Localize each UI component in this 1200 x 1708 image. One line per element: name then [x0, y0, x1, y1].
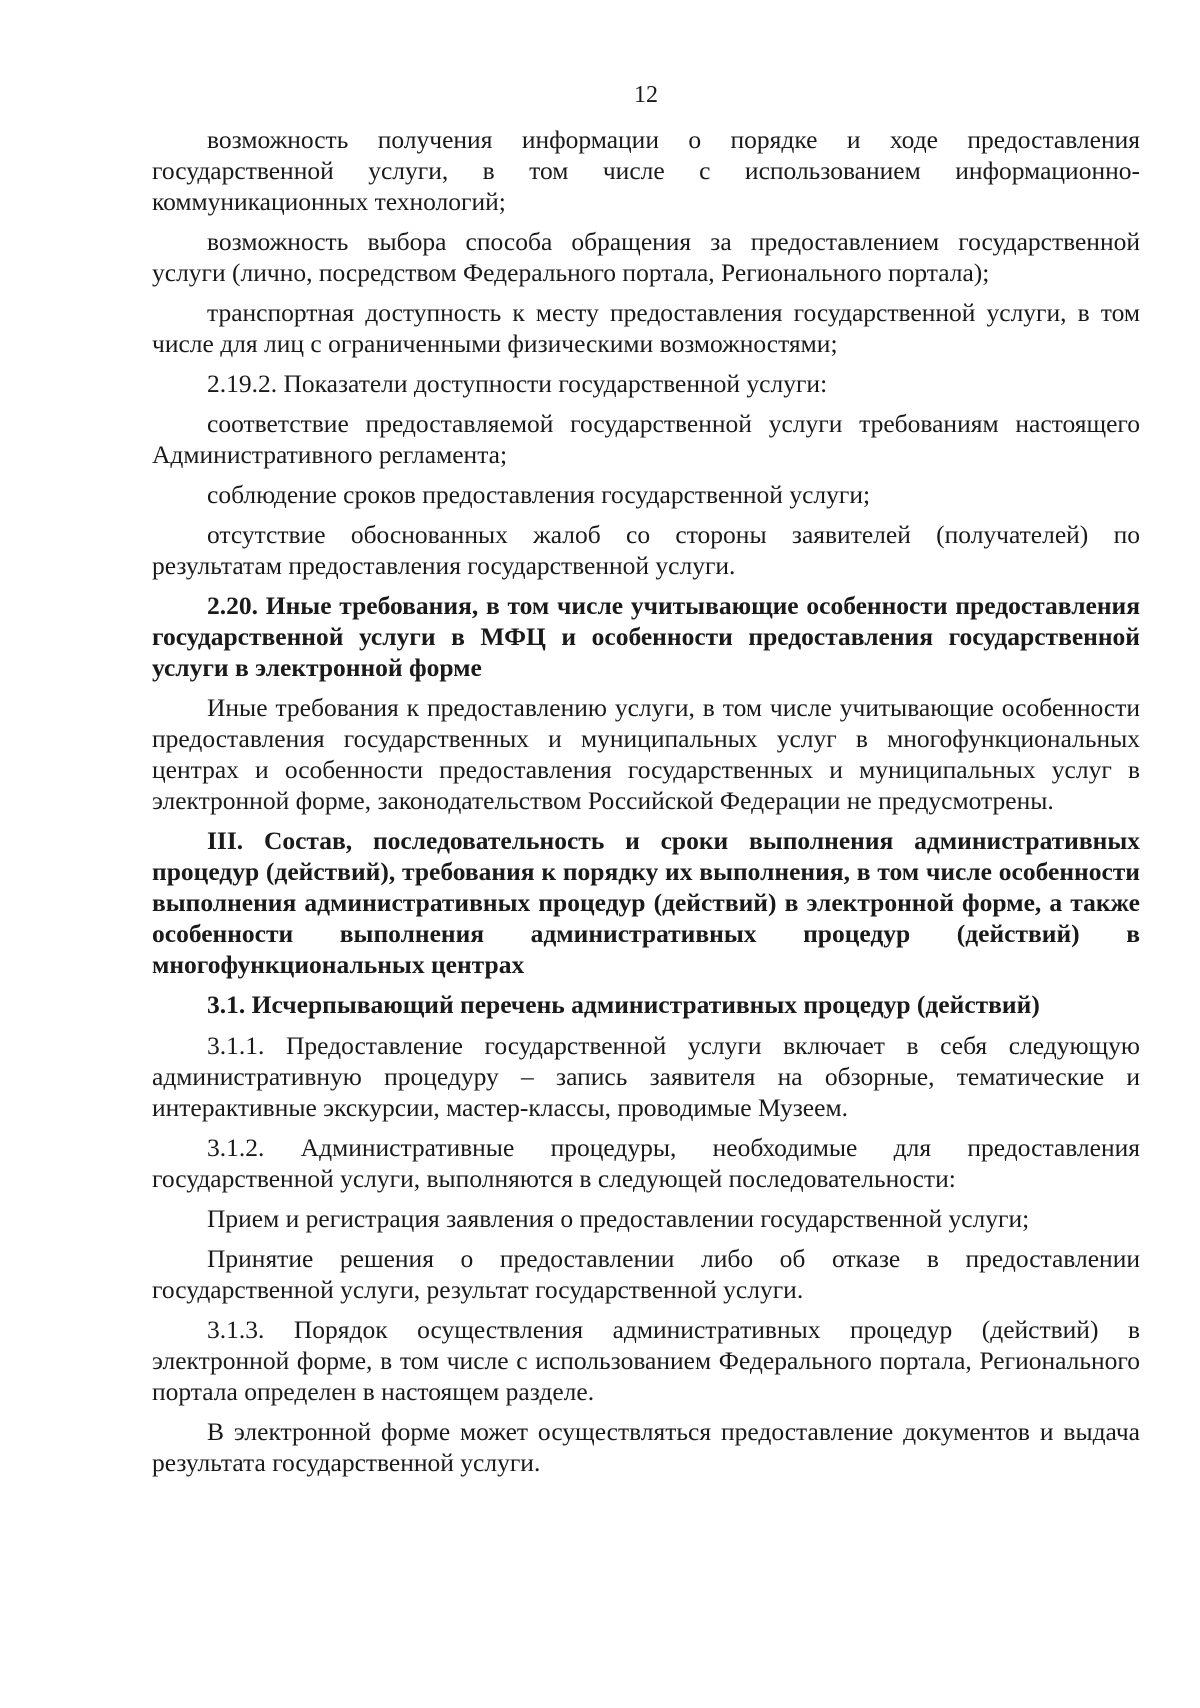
paragraph-3-1-2: 3.1.2. Административные процедуры, необходимые для предоставления государственной услуги, выполняются в следующей последовательности: — [152, 1133, 1140, 1193]
paragraph-electronic-form: В электронной форме может осуществляться предоставление документов и выдача результата государственной услуги. — [152, 1417, 1140, 1477]
paragraph-transport-access: транспортная доступность к месту предоставления государственной услуги, в том числе для лиц с ограниченными физическими возможностями; — [152, 298, 1140, 358]
page-number: 12 — [634, 82, 658, 108]
section-heading-III: III. Состав, последовательность и сроки выполнения административных процедур (действий), требования к порядку их выполнения, в том числе особенности выполнения административных процедур (действий) в электронной форме, а также особенности выполнения административных процедур (действий) в многофункциональных центрах — [152, 826, 1140, 979]
paragraph-compliance: соответствие предоставляемой государственной услуги требованиям настоящего Административного регламента; — [152, 409, 1140, 469]
paragraph-other-requirements: Иные требования к предоставлению услуги, в том числе учитывающие особенности предоставления государственных и муниципальных услуг в многофункциональных центрах и особенности предоставления государственных и муниципальных услуг в электронной форме, законодательством Российской Федерации не предусмотрены. — [152, 693, 1140, 815]
paragraph-2-19-2: 2.19.2. Показатели доступности государственной услуги: — [207, 369, 828, 398]
section-heading-3-1: 3.1. Исчерпывающий перечень административных процедур (действий) — [207, 990, 1040, 1019]
paragraph-no-complaints: отсутствие обоснованных жалоб со стороны заявителей (получателей) по результатам предоставления государственной услуги. — [152, 520, 1140, 580]
paragraph-3-1-1: 3.1.1. Предоставление государственной услуги включает в себя следующую административную процедуру – запись заявителя на обзорные, тематические и интерактивные экскурсии, мастер-классы, проводимые Музеем. — [152, 1031, 1140, 1122]
paragraph-decision: Принятие решения о предоставлении либо об отказе в предоставлении государственной услуги, результат государственной услуги. — [152, 1244, 1140, 1304]
paragraph-info-access: возможность получения информации о порядке и ходе предоставления государственной услуги, в том числе с использованием информационно-коммуникационных технологий; — [152, 125, 1140, 216]
paragraph-reception: Прием и регистрация заявления о предоставлении государственной услуги; — [207, 1204, 1030, 1233]
section-heading-2-20: 2.20. Иные требования, в том числе учитывающие особенности предоставления государственной услуги в МФЦ и особенности предоставления государственной услуги в электронной форме — [152, 591, 1140, 682]
paragraph-choice-method: возможность выбора способа обращения за предоставлением государственной услуги (лично, посредством Федерального портала, Регионального портала); — [152, 227, 1140, 287]
paragraph-deadlines: соблюдение сроков предоставления государственной услуги; — [207, 480, 871, 509]
paragraph-3-1-3: 3.1.3. Порядок осуществления административных процедур (действий) в электронной форме, в том числе с использованием Федерального портала, Регионального портала определен в настоящем разделе. — [152, 1315, 1140, 1406]
